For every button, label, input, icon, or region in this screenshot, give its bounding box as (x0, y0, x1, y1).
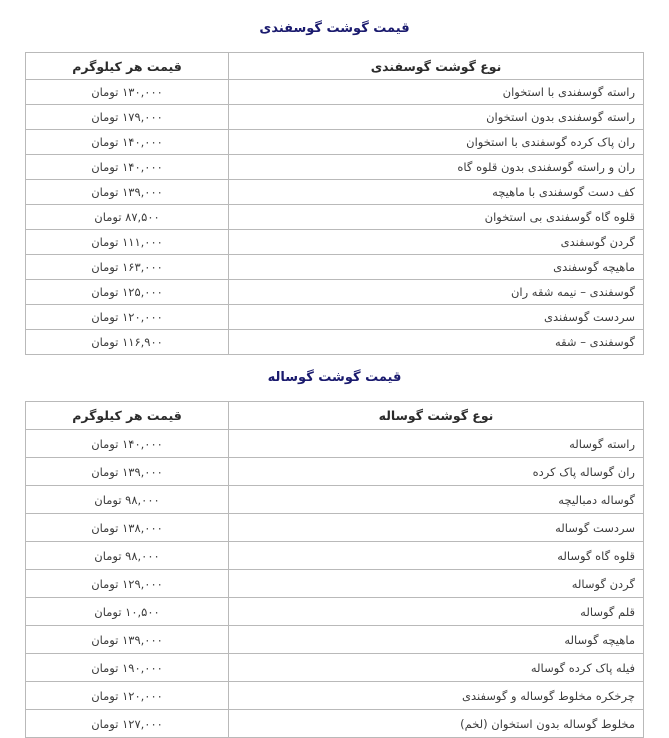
price-cell: ۱۲۵,۰۰۰ تومان (26, 280, 229, 305)
meat-type-cell: سردست گوساله (229, 514, 644, 542)
table-row (26, 682, 644, 710)
meat-type-cell: ران و راسته گوسفندی بدون قلوه گاه (229, 155, 644, 180)
table-row (26, 514, 644, 542)
meat-type-cell: ماهیچه گوساله (229, 626, 644, 654)
price-cell: ۱۴۰,۰۰۰ تومان (26, 430, 229, 458)
meat-type-cell: چرخکره مخلوط گوساله و گوسفندی (229, 682, 644, 710)
table-row (26, 230, 644, 255)
price-cell: ۹۸,۰۰۰ تومان (26, 486, 229, 514)
table-row (26, 654, 644, 682)
table-row (26, 280, 644, 305)
meat-type-cell: گردن گوساله (229, 570, 644, 598)
sheep-section-header (0, 0, 669, 35)
meat-type-cell: گوسفندی – شقه (229, 330, 644, 355)
price-cell: ۱۱۱,۰۰۰ تومان (26, 230, 229, 255)
meat-type-cell: قلوه گاه گوسفندی بی استخوان (229, 205, 644, 230)
price-cell: ۱۶۳,۰۰۰ تومان (26, 255, 229, 280)
table-row (26, 105, 644, 130)
calf-price-table (25, 401, 644, 738)
sheep-table-body (26, 80, 644, 355)
price-cell: ۱۰,۵۰۰ تومان (26, 598, 229, 626)
meat-type-cell: گوسفندی – نیمه شقه ران (229, 280, 644, 305)
price-cell: ۱۲۰,۰۰۰ تومان (26, 682, 229, 710)
meat-type-cell: کف دست گوسفندی با ماهیچه (229, 180, 644, 205)
calf-table-body (26, 430, 644, 738)
table-row (26, 626, 644, 654)
sheep-column-header-price: قیمت هر کیلوگرم (26, 53, 229, 80)
price-cell: ۱۳۰,۰۰۰ تومان (26, 80, 229, 105)
meat-type-cell: ماهیچه گوسفندی (229, 255, 644, 280)
meat-type-cell: گردن گوسفندی (229, 230, 644, 255)
table-row (26, 542, 644, 570)
table-row (26, 255, 644, 280)
table-header-row (26, 53, 644, 80)
table-row (26, 458, 644, 486)
price-cell: ۱۳۹,۰۰۰ تومان (26, 626, 229, 654)
calf-column-header-price: قیمت هر کیلوگرم (26, 402, 229, 430)
meat-type-cell: مخلوط گوساله بدون استخوان (لخم) (229, 710, 644, 738)
sheep-price-table (25, 52, 644, 355)
meat-type-cell: قلم گوساله (229, 598, 644, 626)
meat-type-cell: سردست گوسفندی (229, 305, 644, 330)
sheep-section-title: قیمت گوشت گوسفندی (259, 21, 410, 36)
price-cell: ۹۸,۰۰۰ تومان (26, 542, 229, 570)
meat-type-cell: گوساله دمبالیچه (229, 486, 644, 514)
price-cell: ۱۲۹,۰۰۰ تومان (26, 570, 229, 598)
price-cell: ۱۲۰,۰۰۰ تومان (26, 305, 229, 330)
meat-type-cell: فیله پاک کرده گوساله (229, 654, 644, 682)
price-cell: ۱۲۷,۰۰۰ تومان (26, 710, 229, 738)
meat-type-cell: ران گوساله پاک کرده (229, 458, 644, 486)
table-row (26, 330, 644, 355)
price-cell: ۱۹۰,۰۰۰ تومان (26, 654, 229, 682)
price-cell: ۱۴۰,۰۰۰ تومان (26, 155, 229, 180)
table-row (26, 180, 644, 205)
price-cell: ۸۷,۵۰۰ تومان (26, 205, 229, 230)
table-row (26, 305, 644, 330)
table-row (26, 155, 644, 180)
meat-type-cell: قلوه گاه گوساله (229, 542, 644, 570)
sheep-column-header-name: نوع گوشت گوسفندی (229, 53, 644, 80)
meat-type-cell: راسته گوسفندی با استخوان (229, 80, 644, 105)
table-row (26, 710, 644, 738)
sheep-table-head (26, 53, 644, 80)
price-cell: ۱۷۹,۰۰۰ تومان (26, 105, 229, 130)
meat-type-cell: راسته گوسفندی بدون استخوان (229, 105, 644, 130)
table-row (26, 598, 644, 626)
table-row (26, 130, 644, 155)
table-row (26, 80, 644, 105)
calf-table-head (26, 402, 644, 430)
table-row (26, 205, 644, 230)
calf-section-header (0, 355, 669, 384)
table-row (26, 570, 644, 598)
price-cell: ۱۳۸,۰۰۰ تومان (26, 514, 229, 542)
meat-type-cell: ران پاک کرده گوسفندی با استخوان (229, 130, 644, 155)
table-row (26, 486, 644, 514)
price-cell: ۱۳۹,۰۰۰ تومان (26, 458, 229, 486)
price-cell: ۱۳۹,۰۰۰ تومان (26, 180, 229, 205)
calf-section-title: قیمت گوشت گوساله (267, 370, 402, 385)
table-header-row (26, 402, 644, 430)
meat-type-cell: راسته گوساله (229, 430, 644, 458)
table-row (26, 430, 644, 458)
price-cell: ۱۱۶,۹۰۰ تومان (26, 330, 229, 355)
price-cell: ۱۴۰,۰۰۰ تومان (26, 130, 229, 155)
calf-column-header-name: نوع گوشت گوساله (229, 402, 644, 430)
